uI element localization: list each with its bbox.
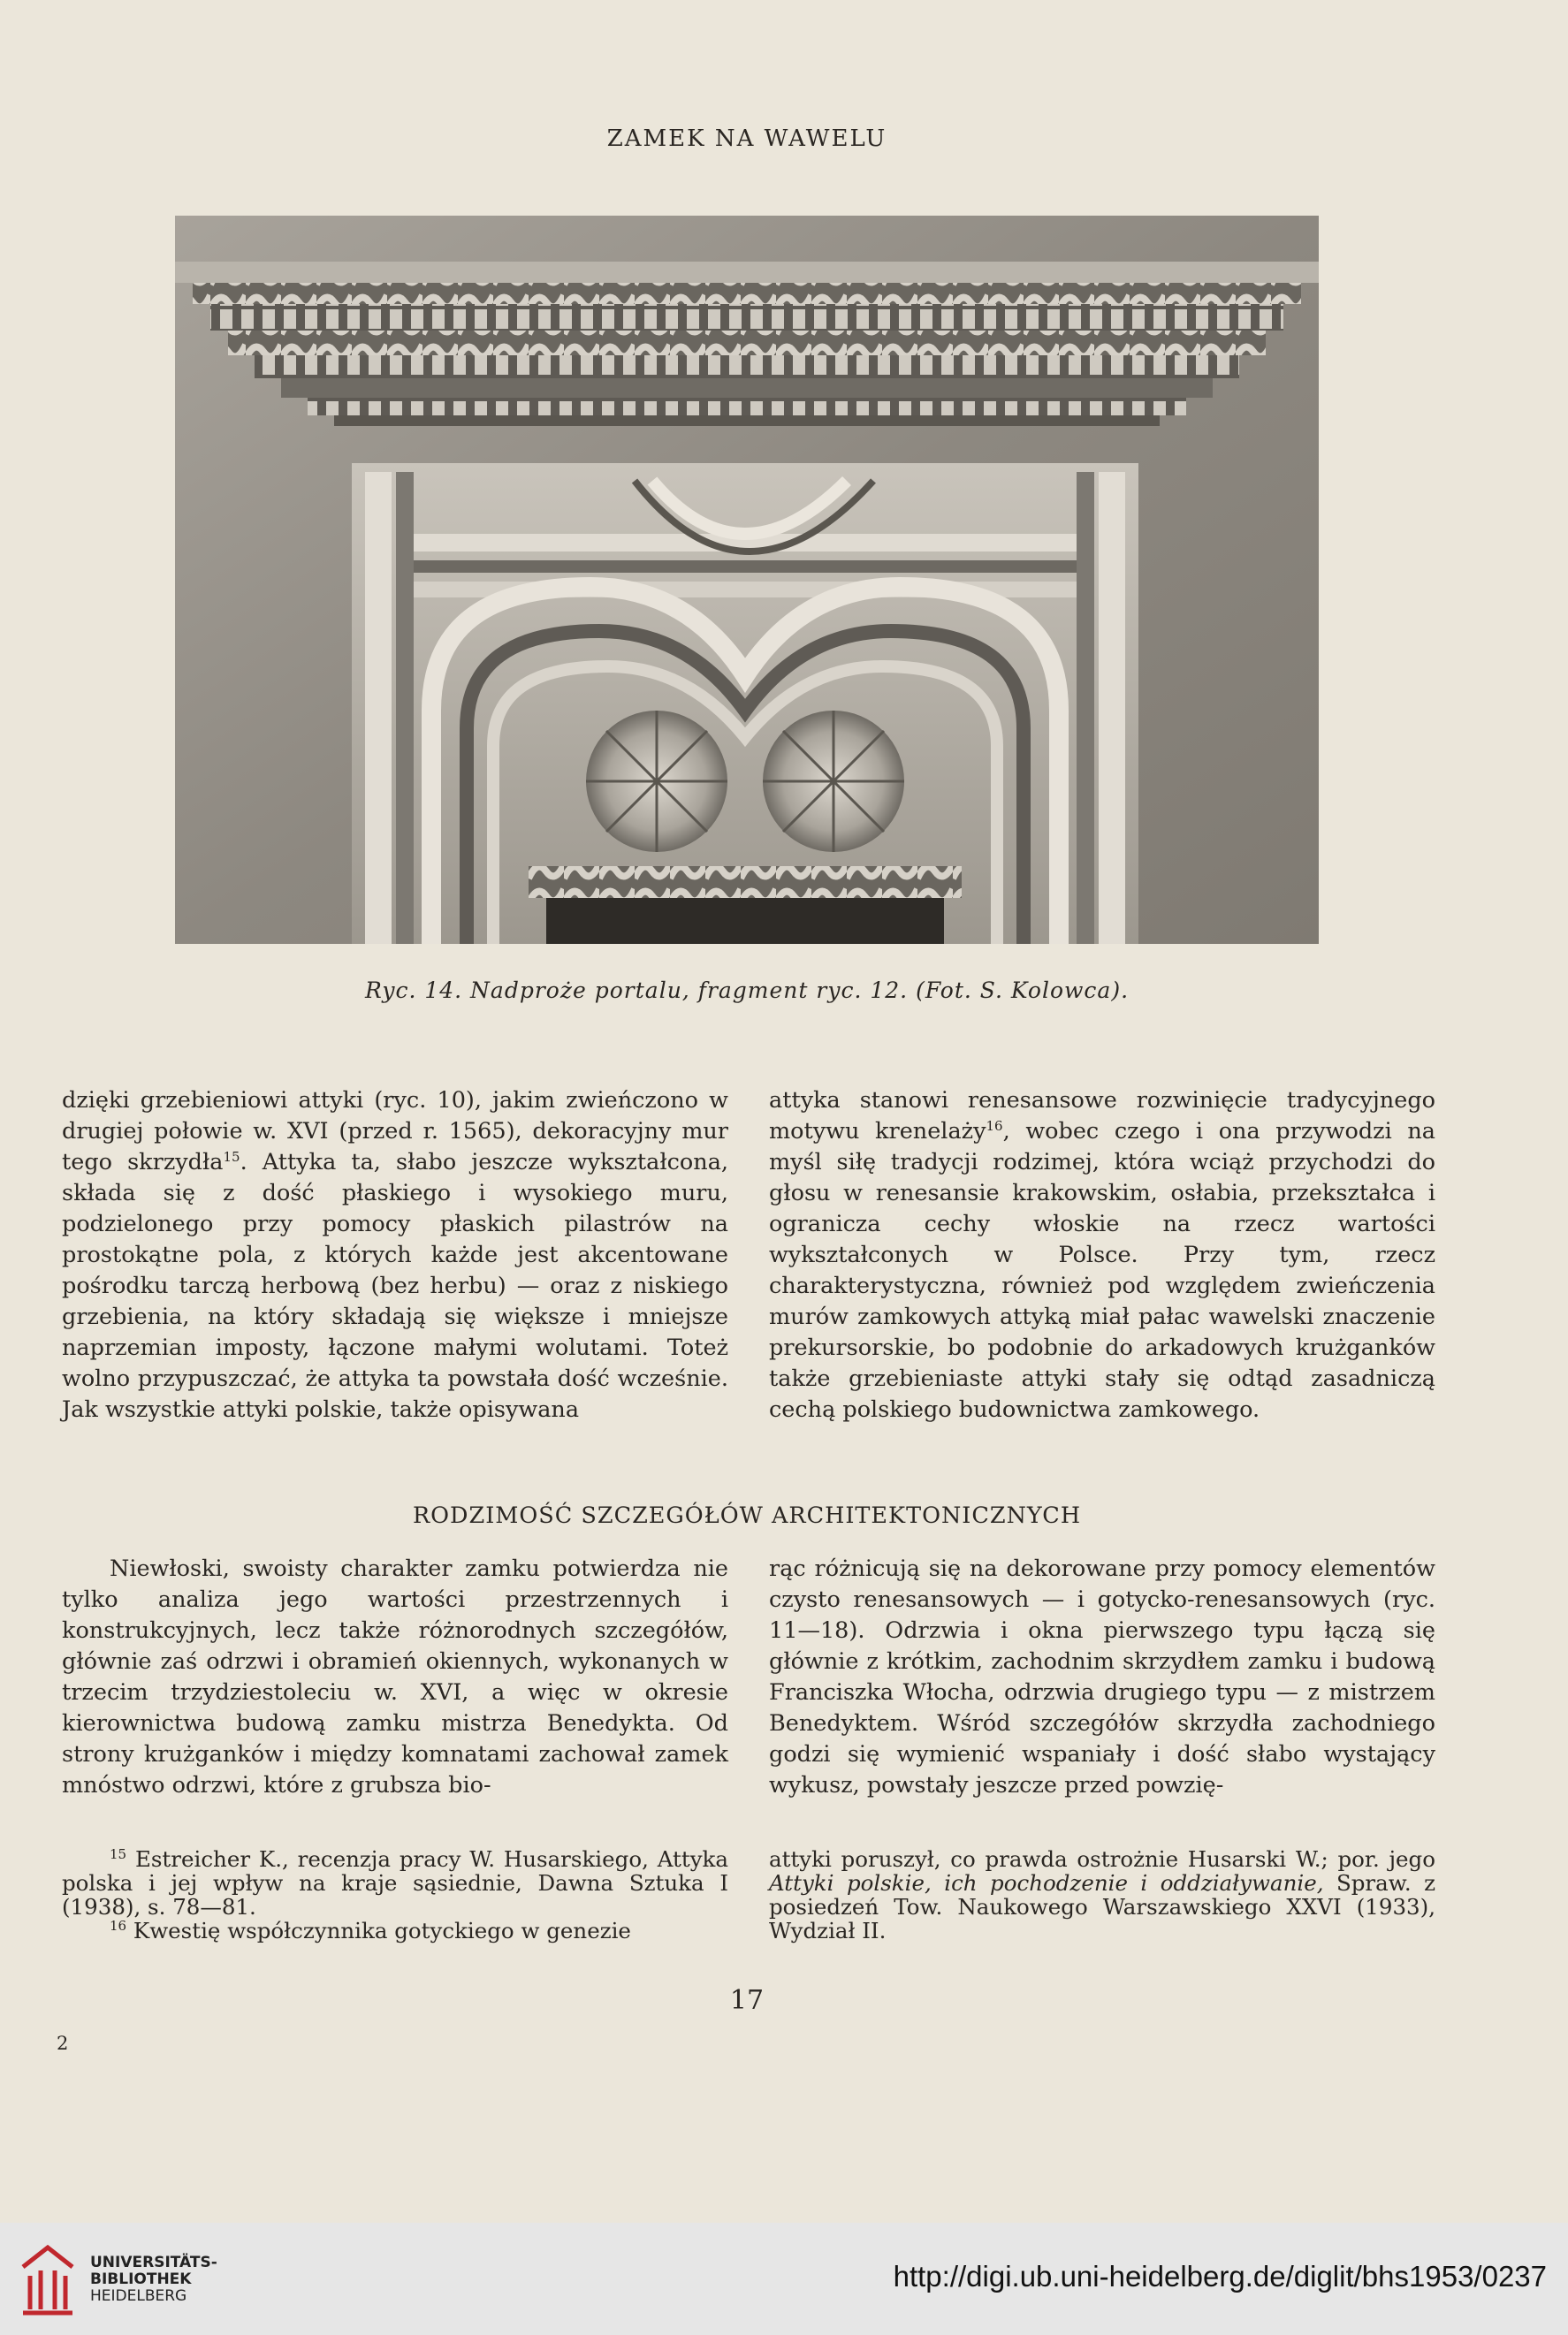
figure-photo xyxy=(175,216,1319,944)
text-column-right-top xyxy=(769,1085,1435,1426)
page-number: 17 xyxy=(729,1985,765,2016)
running-title: ZAMEK NA WAWELU xyxy=(606,125,887,152)
figure-caption: Ryc. 14. Nadproże portalu, fragment ryc. 12. (Fot. S. Kolowca). xyxy=(364,977,1130,1003)
footnote-mark: 16 xyxy=(110,1918,127,1934)
footnote-mark: 15 xyxy=(110,1846,127,1862)
footnotes-left xyxy=(62,1847,728,1943)
section-heading: RODZIMOŚĆ SZCZEGÓŁÓW ARCHITEKTONICZNYCH xyxy=(412,1502,1082,1529)
ub-heidelberg-logo-icon xyxy=(18,2240,78,2316)
cited-title: Attyki polskie, ich pochodzenie i oddziaływanie, xyxy=(769,1870,1324,1896)
paragraph-text: Niewłoski, swoisty charakter zamku potwierdza nie tylko analiza jego wartości przestrzennych i konstrukcyjnych, lecz także różnorodnych szczegółów, głównie zaś odrzwi i obramień okiennych, wykonanych w trzecim trzydziestoleciu w. XVI, a więc w okresie kierownictwa budową zamku mistrza Benedykta. Od strony krużganków i między komnatami zachował zamek mnóstwo odrzwi, które z grubsza bio- xyxy=(62,1555,728,1799)
footnote-16 xyxy=(62,1919,728,1943)
footnote-text: Spraw. z posiedzeń Tow. Naukowego Warszawskiego XXVI (1933), Wydział II. xyxy=(769,1870,1435,1943)
text-column-left-bottom xyxy=(62,1554,728,1801)
footnote-15 xyxy=(62,1847,728,1919)
footnote-text: attyki poruszył, co prawda ostrożnie Husarski W.; por. jego xyxy=(769,1846,1435,1872)
carved-portal-lintel-photo xyxy=(175,216,1319,944)
footnotes-right xyxy=(769,1847,1435,1943)
library-footer-bar xyxy=(0,2223,1568,2335)
text-column-left-top xyxy=(62,1085,728,1426)
footnote-16-continued xyxy=(769,1847,1435,1943)
paragraph-text: dzięki grzebieniowi attyki (ryc. 10), jakim zwieńczono w drugiej połowie w. XVI (przed r. 1565), dekoracyjny mur tego skrzydła xyxy=(62,1087,728,1175)
footnote-text: Estreicher K., recenzja pracy W. Husarskiego, Attyka polska i jej wpływ na kraje sąsiednie, Dawna Sztuka I (1938), s. 78—81. xyxy=(62,1846,728,1920)
footnote-text: Kwestię współczynnika gotyckiego w genezie xyxy=(133,1918,631,1943)
printer-signature: 2 xyxy=(57,2033,69,2054)
paragraph-text: attyka stanowi renesansowe rozwinięcie tradycyjnego motywu krenelaży xyxy=(769,1087,1435,1145)
paragraph-text: . Attyka ta, słabo jeszcze wykształcona, składa się z dość płaskiego i wysokiego muru, podzielonego przy pomocy płaskich pilastrów na prostokątne pola, z których każde jest akcentowane pośrodku tarczą herbową (bez herbu) — oraz z niskiego grzebienia, na który składają się większe i mniejsze naprzemian imposty, łączone małymi wolutami. Toteż wolno przypuszczać, że attyka ta powstała dość wcześnie. Jak wszystkie attyki polskie, także opisywana xyxy=(62,1149,729,1423)
footnote-ref-16: 16 xyxy=(986,1118,1003,1134)
text-column-right-bottom xyxy=(769,1554,1435,1801)
library-name: UNIVERSITÄTS- BIBLIOTHEK HEIDELBERG xyxy=(90,2254,217,2305)
paragraph-text: , wobec czego i ona przywodzi na myśl siłę tradycji rodzimej, która wciąż przychodzi do głosu w renesansie krakowskim, osłabia, przekształca i ogranicza cechy włoskie na rzecz wartości wykształconych w Polsce. Przy tym, rzecz charakterystyczna, również pod względem zwieńczenia murów zamkowych attyką miał pałac wawelski znaczenie prekursorskie, bo podobnie do arkadowych krużganków także grzebieniaste attyki stały się odtąd zasadniczą cechą polskiego budownictwa zamkowego. xyxy=(769,1118,1435,1423)
footnote-ref-15: 15 xyxy=(223,1149,240,1165)
paragraph-text: rąc różnicują się na dekorowane przy pomocy elementów czysto renesansowych — i gotycko-renesansowych (ryc. 11—18). Odrzwia i okna pierwszego typu łączą się głównie z krótkim, zachodnim skrzydłem zamku i budową Franciszka Włocha, odrzwia drugiego typu — z mistrzem Benedyktem. Wśród szczegółów skrzydła zachodniego godzi się wymienić wspaniały i dość słabo wystający wykusz, powstały jeszcze przed powzię- xyxy=(769,1555,1435,1799)
permalink-url[interactable]: http://digi.ub.uni-heidelberg.de/diglit/bhs1953/0237 xyxy=(893,2260,1547,2293)
